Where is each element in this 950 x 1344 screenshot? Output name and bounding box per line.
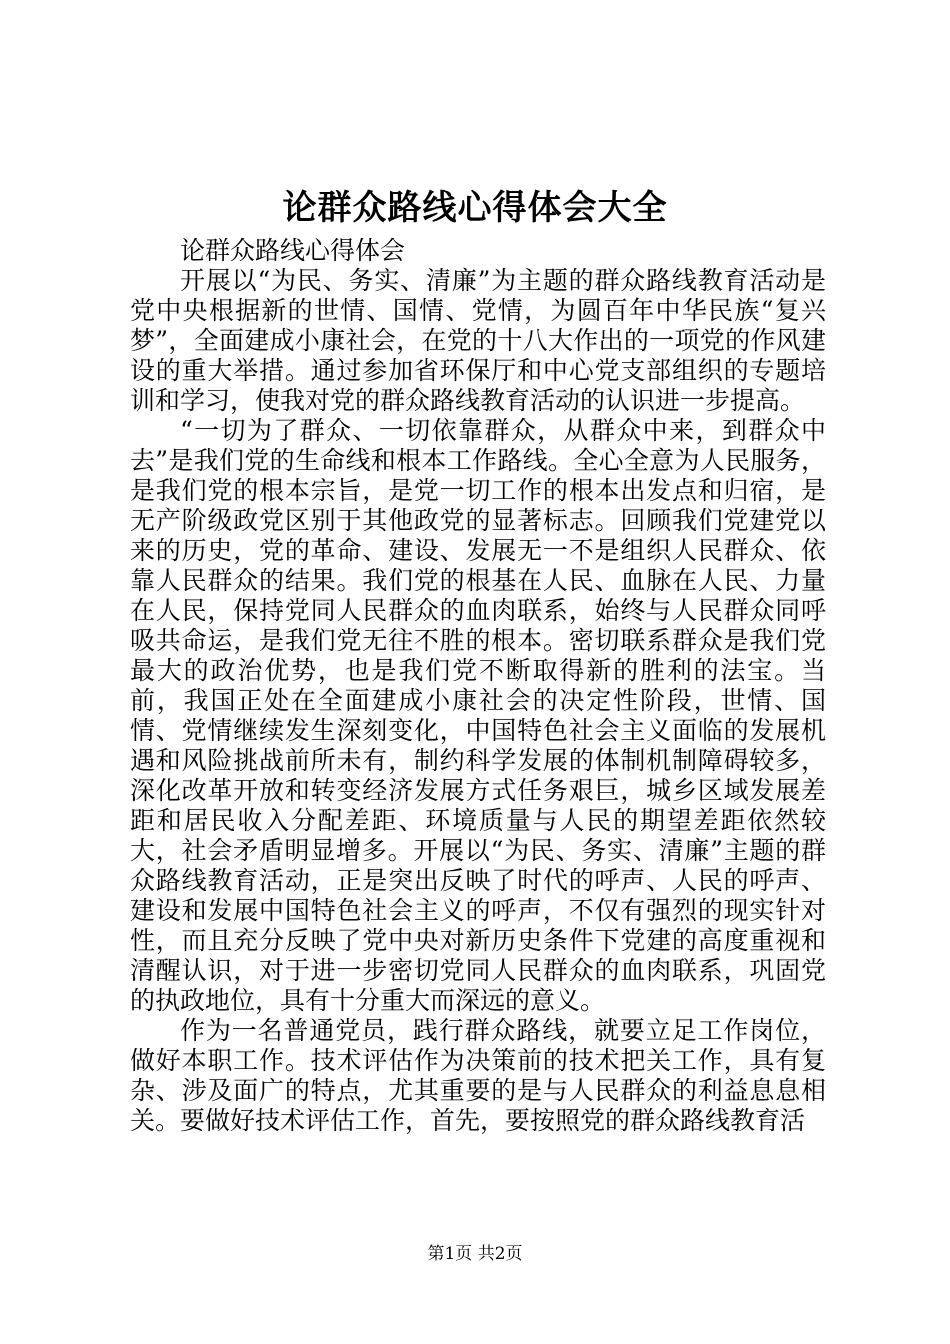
- page-number-footer: 第1页 共2页: [427, 1244, 523, 1264]
- document-title: 论群众路线心得体会大全: [282, 188, 668, 228]
- subtitle-paragraph: 论群众路线心得体会: [180, 236, 406, 265]
- document-body: [130, 236, 826, 1136]
- body-paragraph: 开展以“为民、务实、清廉”为主题的群众路线教育活动是党中央根据新的世情、国情、党情，为圆百年中华民族“复兴梦”，全面建成小康社会，在党的十八大作出的一项党的作风建设的重大举措。通过参加省环保厅和中心党支部组织的专题培训和学习，使我对党的群众路线教育活动的认识进一步提高。: [130, 266, 826, 415]
- body-paragraph: “一切为了群众、一切依靠群众，从群众中来，到群众中去”是我们党的生命线和根本工作路线。全心全意为人民服务，是我们党的根本宗旨，是党一切工作的根本出发点和归宿，是无产阶级政党区别于其他政党的显著标志。回顾我们党建党以来的历史，党的革命、建设、发展无一不是组织人民群众、依靠人民群众的结果。我们党的根基在人民、血脉在人民、力量在人民，保持党同人民群众的血肉联系，始终与人民群众同呼吸共命运，是我们党无往不胜的根本。密切联系群众是我们党最大的政治优势，也是我们党不断取得新的胜利的法宝。当前，我国正处在全面建成小康社会的决定性阶段，世情、国情、党情继续发生深刻变化，中国特色社会主义面临的发展机遇和风险挑战前所未有，制约科学发展的体制机制障碍较多，深化改革开放和转变经济发展方式任务艰巨，城乡区域发展差距和居民收入分配差距、环境质量与人民的期望差距依然较大，社会矛盾明显增多。开展以“为民、务实、清廉”主题的群众路线教育活动，正是突出反映了时代的呼声、人民的呼声、建设和发展中国特色社会主义的呼声，不仅有强烈的现实针对性，而且充分反映了党中央对新历史条件下党建的高度重视和清醒认识，对于进一步密切党同人民群众的血肉联系，巩固党的执政地位，具有十分重大而深远的意义。: [130, 416, 826, 1015]
- body-paragraph: 作为一名普通党员，践行群众路线，就要立足工作岗位，做好本职工作。技术评估作为决策前的技术把关工作，具有复杂、涉及面广的特点，尤其重要的是与人民群众的利益息息相关。要做好技术评估工作，首先，要按照党的群众路线教育活: [130, 1016, 826, 1135]
